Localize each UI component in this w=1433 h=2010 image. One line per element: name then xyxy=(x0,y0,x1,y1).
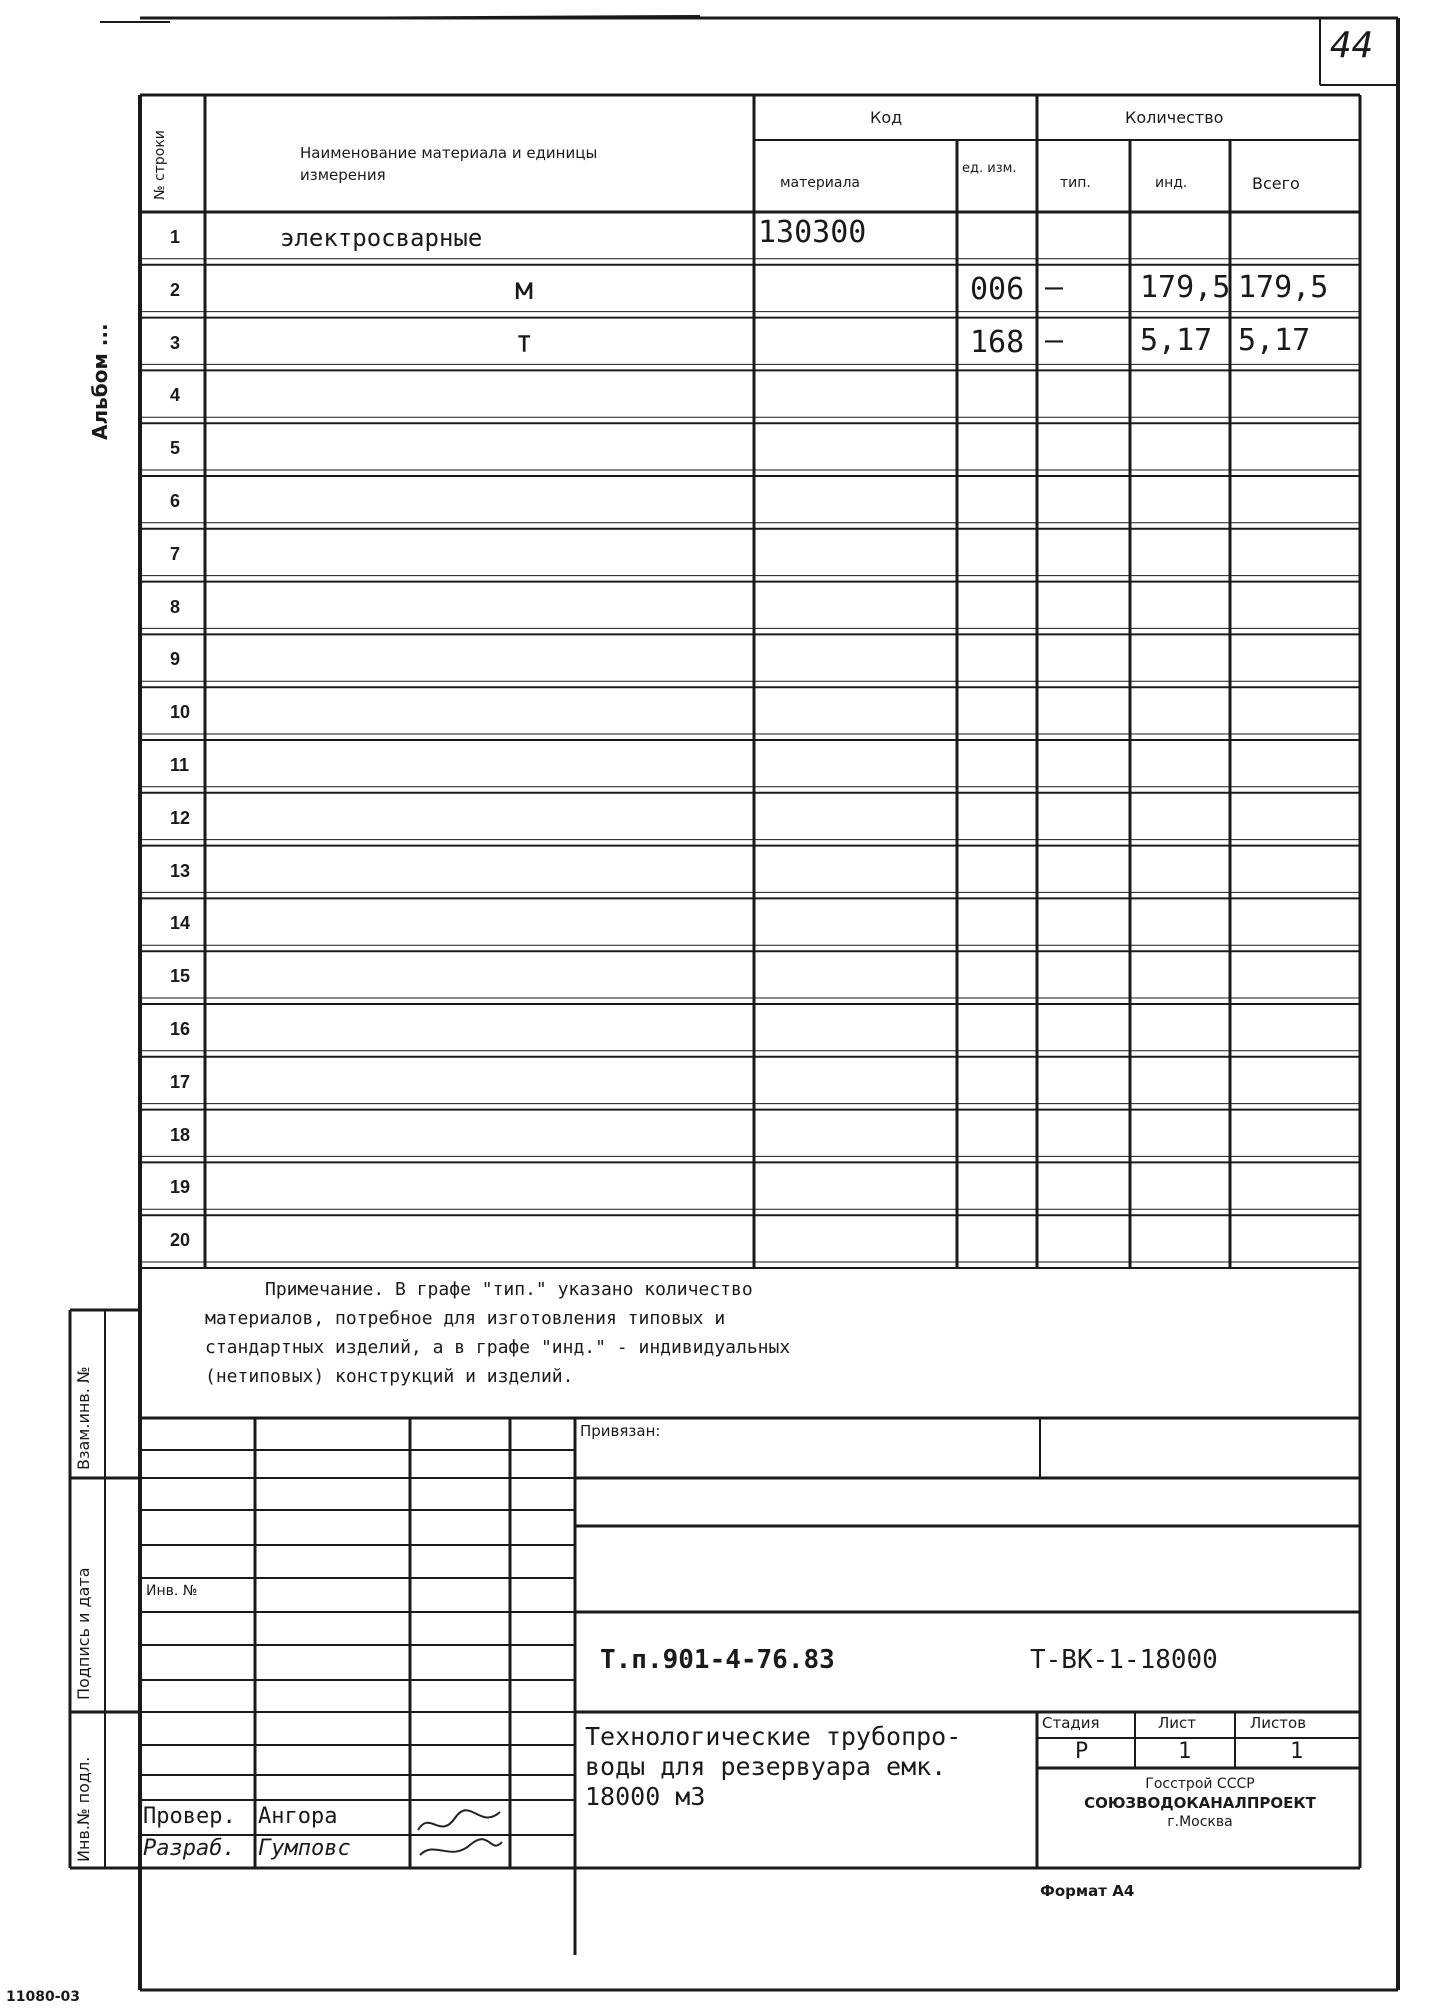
stamp-sheet-header: Лист xyxy=(1158,1714,1197,1732)
doc-code: Т.п.901-4-76.83 xyxy=(600,1645,835,1675)
header-code-material: материала xyxy=(780,175,861,191)
row-number: 8 xyxy=(170,596,181,617)
row-unit: 168 xyxy=(970,324,1025,360)
row-number: 15 xyxy=(170,966,191,987)
stamp-inv-no: Инв. № xyxy=(146,1583,198,1599)
stamp-stage-value: Р xyxy=(1075,1739,1089,1764)
table-row xyxy=(0,951,1433,1004)
table-row xyxy=(0,1162,1433,1215)
table-row xyxy=(0,634,1433,687)
doc-title-line-3: 18000 м3 xyxy=(585,1782,706,1811)
stamp-sheets-value: 1 xyxy=(1290,1739,1304,1764)
header-qty-group: Количество xyxy=(1125,108,1224,127)
stamp-org-line-3: г.Москва xyxy=(1167,1814,1233,1830)
table-row xyxy=(0,740,1433,793)
row-qty-typ: – xyxy=(1045,322,1064,358)
row-unit: 006 xyxy=(970,271,1025,307)
row-number: 2 xyxy=(170,279,181,300)
row-qty-typ: – xyxy=(1045,269,1064,305)
table-row xyxy=(0,1110,1433,1163)
row-qty-total: 5,17 xyxy=(1238,322,1311,358)
stamp-person-1: Ангора xyxy=(258,1804,338,1829)
table-row xyxy=(0,582,1433,635)
row-number: 20 xyxy=(170,1230,191,1251)
header-name: Наименование материала и единицы измерения xyxy=(300,144,598,184)
stamp-sheets-header: Листов xyxy=(1250,1714,1307,1732)
album-label: Альбом ... xyxy=(88,323,112,440)
stamp-role-1: Провер. xyxy=(143,1804,236,1829)
table-row xyxy=(0,529,1433,582)
row-number: 10 xyxy=(170,702,191,723)
table-row xyxy=(0,1004,1433,1057)
row-name: т xyxy=(515,324,534,360)
table-row xyxy=(0,423,1433,476)
note-block xyxy=(205,1275,965,1391)
doc-code-2: Т-ВК-1-18000 xyxy=(1030,1645,1218,1675)
stamp-privyazan: Привязан: xyxy=(580,1422,661,1440)
table-row xyxy=(0,476,1433,529)
table-row xyxy=(0,265,1433,318)
table-row xyxy=(0,846,1433,899)
header-qty-ind: инд. xyxy=(1155,175,1188,191)
row-number: 9 xyxy=(170,649,181,670)
row-number: 12 xyxy=(170,807,191,828)
signature-marks xyxy=(410,1800,510,1865)
bottom-code: 11080-03 xyxy=(6,1989,80,2005)
header-code-group: Код xyxy=(870,108,903,127)
table-row xyxy=(0,898,1433,951)
table-row xyxy=(0,370,1433,423)
note-line-2: материалов, потребное для изготовления типовых и xyxy=(205,1308,726,1329)
row-number: 3 xyxy=(170,332,181,353)
row-qty-total: 179,5 xyxy=(1238,269,1329,305)
stamp-role-2: Разраб. xyxy=(143,1836,236,1861)
side-label-vzam: Взам.инв. № xyxy=(74,1366,93,1470)
header-code-unit: ед. изм. xyxy=(962,161,1017,176)
sheet-corner-number: 44 xyxy=(1330,25,1374,66)
row-qty-ind: 179,5 xyxy=(1140,269,1231,305)
row-number: 19 xyxy=(170,1177,191,1198)
row-number: 16 xyxy=(170,1019,191,1039)
row-number: 17 xyxy=(170,1071,191,1092)
row-number: 4 xyxy=(170,385,181,406)
row-number: 7 xyxy=(170,543,181,564)
row-code: 130300 xyxy=(758,215,867,250)
header-row-no: № строки xyxy=(152,130,168,200)
note-line-4: (нетиповых) конструкций и изделий. xyxy=(205,1366,574,1387)
table-row xyxy=(0,1057,1433,1110)
format-label: Формат А4 xyxy=(1040,1882,1135,1900)
header-qty-typ: тип. xyxy=(1060,175,1091,191)
row-number: 14 xyxy=(170,913,191,934)
row-name: электросварные xyxy=(280,224,483,252)
stamp-org-line-1: Госстрой СССР xyxy=(1145,1776,1255,1792)
table-row xyxy=(0,793,1433,846)
row-number: 11 xyxy=(170,755,190,775)
doc-title xyxy=(585,1722,961,1812)
doc-title-line-2: воды для резервуара емк. xyxy=(585,1752,947,1781)
note-line-1: Примечание. В графе "тип." указано количество xyxy=(265,1279,753,1300)
doc-title-line-1: Технологические трубопро- xyxy=(585,1722,962,1751)
row-number: 13 xyxy=(170,860,191,881)
stamp-stage-header: Стадия xyxy=(1042,1714,1100,1732)
table-row xyxy=(0,318,1433,371)
header-qty-total: Всего xyxy=(1252,174,1300,193)
table-row xyxy=(0,212,1433,265)
row-number: 1 xyxy=(170,227,181,247)
row-qty-ind: 5,17 xyxy=(1140,322,1213,358)
row-number: 6 xyxy=(170,491,181,511)
table-row xyxy=(0,687,1433,740)
row-name: м xyxy=(515,271,534,307)
side-label-inv: Инв.№ подл. xyxy=(74,1756,93,1862)
stamp-org-line-2: СОЮЗВОДОКАНАЛПРОЕКТ xyxy=(1084,1794,1316,1812)
row-number: 5 xyxy=(170,438,181,459)
stamp-org xyxy=(1040,1775,1360,1832)
stamp-person-2: Гумповс xyxy=(258,1836,351,1861)
note-line-3: стандартных изделий, а в графе "инд." - индивидуальных xyxy=(205,1337,791,1358)
table-row xyxy=(0,1215,1433,1268)
side-label-podpis: Подпись и дата xyxy=(74,1567,93,1700)
stamp-sheet-value: 1 xyxy=(1178,1739,1192,1764)
row-number: 18 xyxy=(170,1124,191,1145)
